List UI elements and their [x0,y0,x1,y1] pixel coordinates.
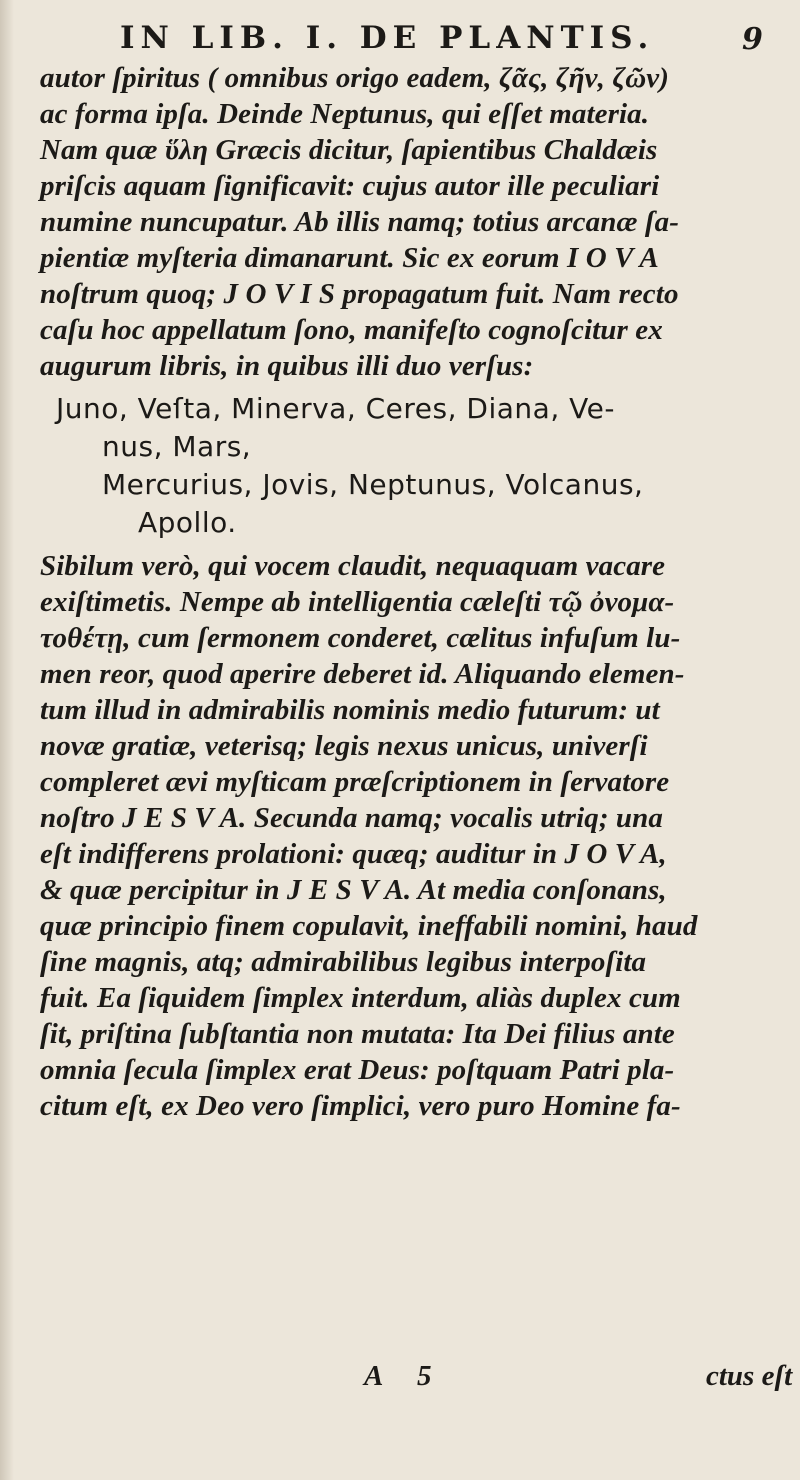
text-line: pientiæ myſteria dimanarunt. Sic ex eorum I O V A [40,242,659,274]
text-line: caſu hoc appellatum ſono, manifeſto cognoſcitur ex [40,314,663,346]
verse-line: Mercurius, Jovis, Neptunus, Volcanus, [102,468,644,501]
text-line: augurum libris, in quibus illi duo verſus: [40,350,534,382]
text-line: noſtro J E S V A. Secunda namq; vocalis utriq; una [40,802,663,834]
verse-quotation [40,390,800,542]
text-line: & quæ percipitur in J E S V A. At media conſonans, [40,874,667,906]
text-line: autor ſpiritus ( omnibus origo eadem, ζᾶς, ζῆν, ζῶν) [40,62,670,94]
text-line: fuit. Ea ſiquidem ſimplex interdum, aliàs duplex cum [40,982,681,1014]
signature-mark: A 5 [364,1360,446,1392]
page-number: 9 [742,22,763,57]
verse-line: nus, Mars, [102,430,252,463]
paragraph-continuation [40,548,800,1124]
text-line: priſcis aquam ſignificavit: cujus autor ille peculiari [40,170,660,202]
page-gutter [0,0,14,1480]
text-line: novæ gratiæ, veterisq; legis nexus unicus, univerſi [40,730,648,762]
catchword: ctus eſt [706,1360,793,1392]
text-line: ac forma ipſa. Deinde Neptunus, qui eſſet materia. [40,98,650,130]
text-line: quæ principio finem copulavit, ineffabili nomini, haud [40,910,698,942]
text-line: men reor, quod aperire deberet id. Aliquando elemen- [40,658,685,690]
page-footer [0,1360,800,1400]
text-line: citum eſt, ex Deo vero ſimplici, vero puro Homine fa- [40,1090,681,1122]
text-line: compleret ævi myſticam præſcriptionem in ſervatore [40,766,670,798]
text-line: tum illud in admirabilis nominis medio futurum: ut [40,694,660,726]
text-line: numine nuncupatur. Ab illis namq; totius arcanæ ſa- [40,206,679,238]
page-header [0,16,800,60]
verse-line: Juno, Veſta, Minerva, Ceres, Diana, Ve- [56,392,615,425]
verse-line: Apollo. [138,506,237,539]
text-line: eſt indifferens prolationi: quæq; auditur in J O V A, [40,838,667,870]
running-title: IN LIB. I. DE PLANTIS. [120,20,655,56]
text-line: omnia ſecula ſimplex erat Deus: poſtquam Patri pla- [40,1054,675,1086]
paragraph-opening [40,60,800,384]
text-line: noſtrum quoq; J O V I S propagatum fuit. Nam recto [40,278,679,310]
text-line: Nam quæ ὕλη Græcis dicitur, ſapientibus Chaldæis [40,134,658,166]
text-line: exiſtimetis. Nempe ab intelligentia cæleſti τῷ ὀνομα- [40,586,675,618]
text-line: Sibilum verò, qui vocem claudit, nequaquam vacare [40,550,666,582]
text-body [40,60,800,1124]
text-line: τοθέτῃ, cum ſermonem conderet, cælitus infuſum lu- [40,622,681,654]
text-line: ſine magnis, atq; admirabilibus legibus interpoſita [40,946,647,978]
text-line: ſit, priſtina ſubſtantia non mutata: Ita Dei filius ante [40,1018,675,1050]
